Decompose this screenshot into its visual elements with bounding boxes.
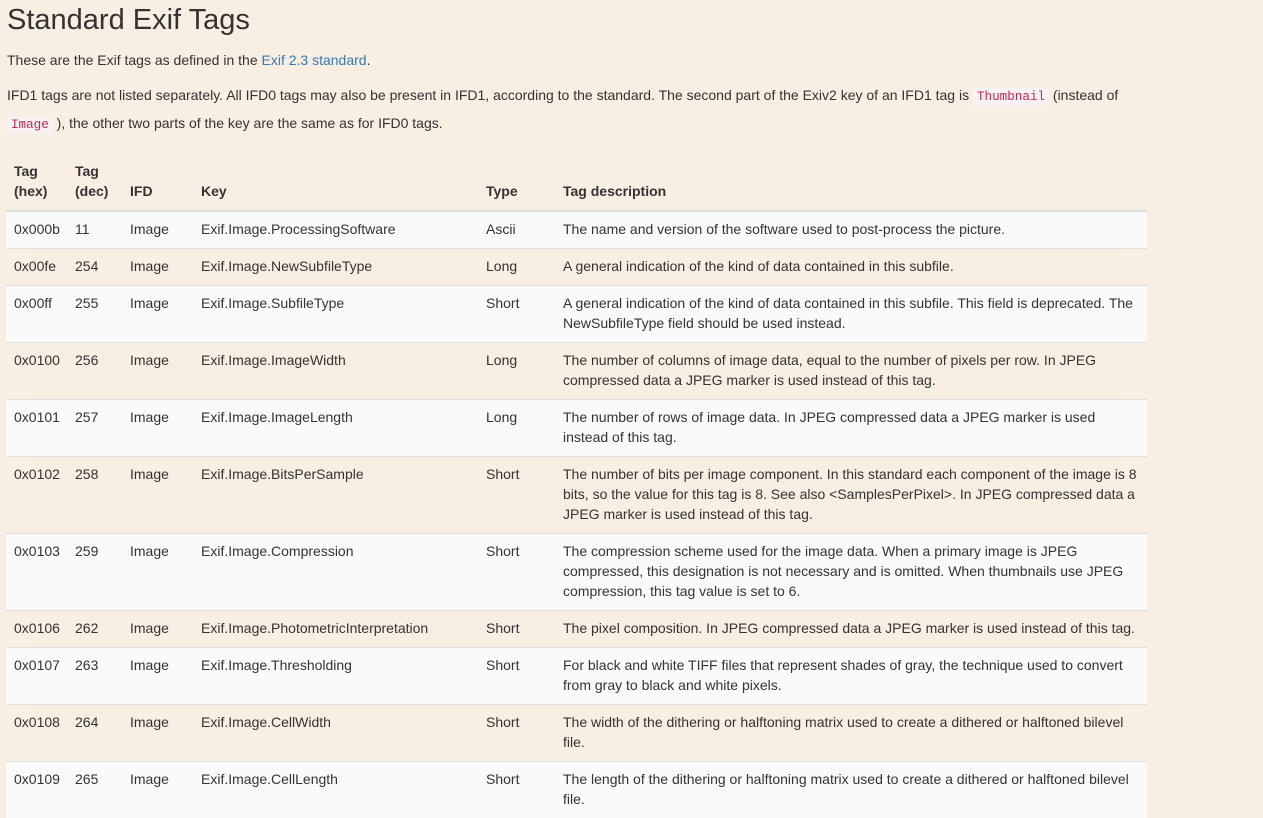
table-row <box>6 761 1147 817</box>
cell-hex: 0x000b <box>6 211 67 248</box>
cell-key: Exif.Image.ImageLength <box>193 399 478 456</box>
cell-desc: A general indication of the kind of data contained in this subfile. This field is deprecated. The NewSubfileType field should be used instead. <box>555 285 1147 342</box>
cell-type: Short <box>478 456 555 533</box>
cell-hex: 0x00fe <box>6 248 67 285</box>
note-text-1: IFD1 tags are not listed separately. All IFD0 tags may also be present in IFD1, according to the standard. The second part of the Exiv2 key of an IFD1 tag is <box>7 86 973 103</box>
cell-dec: 259 <box>67 533 122 610</box>
table-row <box>6 342 1147 399</box>
cell-ifd: Image <box>122 211 193 248</box>
cell-key: Exif.Image.CellWidth <box>193 704 478 761</box>
cell-key: Exif.Image.PhotometricInterpretation <box>193 610 478 647</box>
table-row <box>6 647 1147 704</box>
cell-desc: The number of rows of image data. In JPEG compressed data a JPEG marker is used instead of this tag. <box>555 399 1147 456</box>
cell-type: Long <box>478 342 555 399</box>
image-code-chip: Image <box>7 116 53 134</box>
cell-ifd: Image <box>122 285 193 342</box>
table-header-row <box>6 154 1147 211</box>
cell-hex: 0x0102 <box>6 456 67 533</box>
intro-text-before: These are the Exif tags as defined in the <box>7 51 262 68</box>
cell-hex: 0x0106 <box>6 610 67 647</box>
cell-type: Long <box>478 248 555 285</box>
cell-type: Short <box>478 647 555 704</box>
cell-dec: 257 <box>67 399 122 456</box>
cell-hex: 0x0107 <box>6 647 67 704</box>
table-row <box>6 211 1147 248</box>
table-row <box>6 533 1147 610</box>
cell-type: Short <box>478 533 555 610</box>
cell-desc: The number of bits per image component. In this standard each component of the image is 8 bits, so the value for this tag is 8. See also <SamplesPerPixel>. In JPEG compressed data a JPEG marker is used instead of this tag. <box>555 456 1147 533</box>
cell-dec: 258 <box>67 456 122 533</box>
column-header-tag-hex: Tag (hex) <box>6 154 67 211</box>
cell-hex: 0x0100 <box>6 342 67 399</box>
cell-desc: The name and version of the software used to post-process the picture. <box>555 211 1147 248</box>
cell-type: Long <box>478 399 555 456</box>
cell-type: Ascii <box>478 211 555 248</box>
note-text-3: ), the other two parts of the key are the same as for IFD0 tags. <box>52 114 443 131</box>
cell-hex: 0x0101 <box>6 399 67 456</box>
cell-ifd: Image <box>122 456 193 533</box>
ifd1-note-paragraph <box>6 82 1138 138</box>
cell-key: Exif.Image.SubfileType <box>193 285 478 342</box>
intro-paragraph <box>6 51 1253 71</box>
table-row <box>6 285 1147 342</box>
column-header-key: Key <box>193 154 478 211</box>
cell-desc: The length of the dithering or halftoning matrix used to create a dithered or halftoned bilevel file. <box>555 761 1147 817</box>
cell-ifd: Image <box>122 248 193 285</box>
cell-dec: 254 <box>67 248 122 285</box>
cell-dec: 256 <box>67 342 122 399</box>
column-header-type: Type <box>478 154 555 211</box>
table-row <box>6 248 1147 285</box>
note-text-2: (instead of <box>1049 86 1119 103</box>
table-row <box>6 610 1147 647</box>
cell-desc: The number of columns of image data, equal to the number of pixels per row. In JPEG compressed data a JPEG marker is used instead of this tag. <box>555 342 1147 399</box>
column-header-ifd: IFD <box>122 154 193 211</box>
intro-text-after: . <box>366 51 371 68</box>
cell-desc: The pixel composition. In JPEG compressed data a JPEG marker is used instead of this tag. <box>555 610 1147 647</box>
cell-ifd: Image <box>122 342 193 399</box>
table-row <box>6 399 1147 456</box>
cell-dec: 265 <box>67 761 122 817</box>
cell-hex: 0x0108 <box>6 704 67 761</box>
table-row <box>6 704 1147 761</box>
cell-hex: 0x00ff <box>6 285 67 342</box>
cell-ifd: Image <box>122 647 193 704</box>
cell-key: Exif.Image.ImageWidth <box>193 342 478 399</box>
column-header-tag-description: Tag description <box>555 154 1147 211</box>
cell-dec: 255 <box>67 285 122 342</box>
cell-dec: 264 <box>67 704 122 761</box>
cell-ifd: Image <box>122 610 193 647</box>
cell-type: Short <box>478 610 555 647</box>
cell-hex: 0x0109 <box>6 761 67 817</box>
cell-desc: The width of the dithering or halftoning matrix used to create a dithered or halftoned bilevel file. <box>555 704 1147 761</box>
table-row <box>6 456 1147 533</box>
cell-dec: 263 <box>67 647 122 704</box>
table-body <box>6 211 1147 818</box>
page-title: Standard Exif Tags <box>7 4 250 36</box>
exif-tags-table <box>6 154 1147 818</box>
cell-key: Exif.Image.Compression <box>193 533 478 610</box>
cell-desc: For black and white TIFF files that represent shades of gray, the technique used to convert from gray to black and white pixels. <box>555 647 1147 704</box>
column-header-tag-dec: Tag (dec) <box>67 154 122 211</box>
cell-hex: 0x0103 <box>6 533 67 610</box>
cell-dec: 262 <box>67 610 122 647</box>
exif-standard-link[interactable]: Exif 2.3 standard <box>261 51 367 68</box>
cell-desc: A general indication of the kind of data contained in this subfile. <box>555 248 1147 285</box>
cell-type: Short <box>478 761 555 817</box>
cell-type: Short <box>478 704 555 761</box>
cell-desc: The compression scheme used for the image data. When a primary image is JPEG compressed, this designation is not necessary and is omitted. When thumbnails use JPEG compression, this tag value is set to 6. <box>555 533 1147 610</box>
cell-key: Exif.Image.CellLength <box>193 761 478 817</box>
cell-ifd: Image <box>122 399 193 456</box>
cell-ifd: Image <box>122 533 193 610</box>
cell-key: Exif.Image.ProcessingSoftware <box>193 211 478 248</box>
cell-ifd: Image <box>122 761 193 817</box>
thumbnail-code-chip: Thumbnail <box>973 88 1049 106</box>
cell-dec: 11 <box>67 211 122 248</box>
cell-ifd: Image <box>122 704 193 761</box>
cell-type: Short <box>478 285 555 342</box>
cell-key: Exif.Image.NewSubfileType <box>193 248 478 285</box>
cell-key: Exif.Image.BitsPerSample <box>193 456 478 533</box>
cell-key: Exif.Image.Thresholding <box>193 647 478 704</box>
